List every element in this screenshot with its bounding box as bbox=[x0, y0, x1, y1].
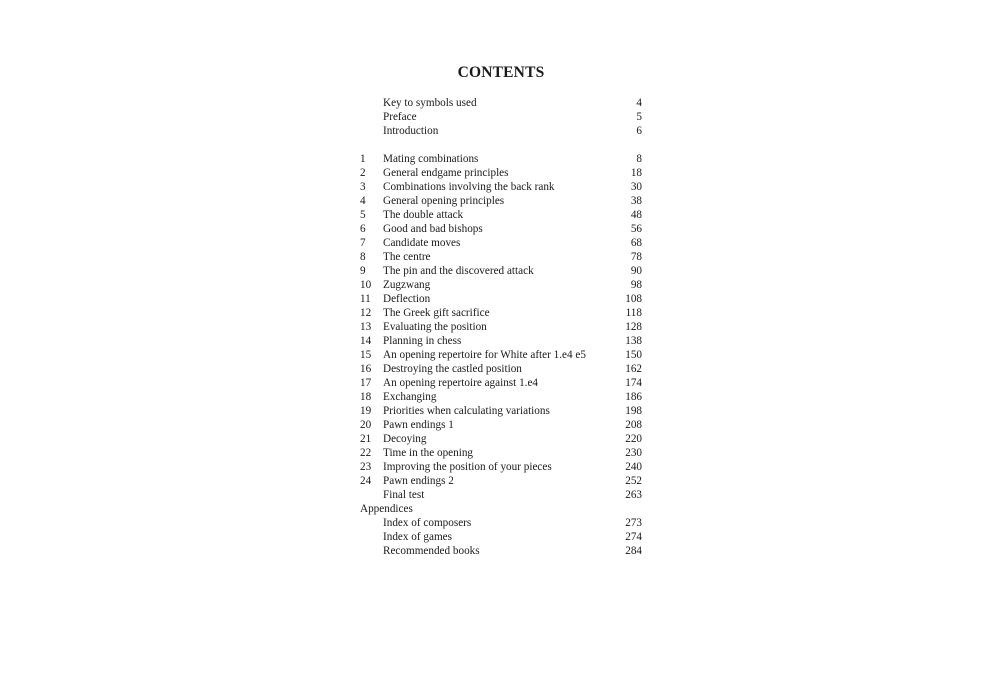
chapter-number: 20 bbox=[360, 419, 372, 431]
toc-entry-page: 174 bbox=[625, 377, 642, 389]
toc-entry-page: 108 bbox=[625, 293, 642, 305]
toc-entry-chapter[interactable] bbox=[360, 362, 642, 376]
toc-entry-page: 5 bbox=[636, 111, 642, 123]
chapter-number: 24 bbox=[360, 475, 372, 487]
toc-entry-label: Preface bbox=[383, 111, 417, 123]
toc-entry-label: Combinations involving the back rank bbox=[383, 181, 555, 193]
appendices-heading-label: Appendices bbox=[360, 503, 413, 515]
chapter-number: 19 bbox=[360, 405, 372, 417]
toc-entry-label: Index of composers bbox=[383, 517, 472, 529]
toc-entry-label: Pawn endings 2 bbox=[383, 475, 454, 487]
toc-entry-page: 30 bbox=[630, 181, 642, 193]
toc-entry-final-test[interactable] bbox=[360, 488, 642, 502]
toc-entry-page: 240 bbox=[625, 461, 642, 473]
toc-entry-page: 150 bbox=[625, 349, 642, 361]
toc-entry-label: Candidate moves bbox=[383, 237, 461, 249]
toc-entry-page: 48 bbox=[630, 209, 642, 221]
toc-entry-chapter[interactable] bbox=[360, 278, 642, 292]
chapter-number: 6 bbox=[360, 223, 366, 235]
chapter-number: 10 bbox=[360, 279, 372, 291]
toc-entry-page: 4 bbox=[636, 97, 642, 109]
chapter-number: 23 bbox=[360, 461, 372, 473]
toc-entry-label: Mating combinations bbox=[383, 153, 479, 165]
toc-entry-label: Improving the position of your pieces bbox=[383, 461, 552, 473]
toc-entry-chapter[interactable] bbox=[360, 250, 642, 264]
toc-entry-label: Exchanging bbox=[383, 391, 437, 403]
toc-entry-label: Index of games bbox=[383, 531, 452, 543]
toc-entry-label: An opening repertoire against 1.e4 bbox=[383, 377, 539, 389]
toc-entry-chapter[interactable] bbox=[360, 432, 642, 446]
toc-entry-chapter[interactable] bbox=[360, 376, 642, 390]
toc-entry-page: 186 bbox=[625, 391, 642, 403]
chapter-number: 8 bbox=[360, 251, 366, 263]
toc-entry-chapter[interactable] bbox=[360, 460, 642, 474]
toc-entry-label: An opening repertoire for White after 1.e4 e5 bbox=[383, 349, 586, 361]
toc-entry-page: 230 bbox=[625, 447, 642, 459]
toc-entry-appendix[interactable] bbox=[360, 544, 642, 558]
chapter-number: 2 bbox=[360, 167, 366, 179]
toc-entry-chapter[interactable] bbox=[360, 222, 642, 236]
chapter-number: 11 bbox=[360, 293, 371, 305]
toc-entry-label: Recommended books bbox=[383, 545, 480, 557]
toc-entry-chapter[interactable] bbox=[360, 404, 642, 418]
toc-entry-label: The pin and the discovered attack bbox=[383, 265, 534, 277]
chapter-number: 17 bbox=[360, 377, 372, 389]
chapter-number: 15 bbox=[360, 349, 372, 361]
chapter-number: 3 bbox=[360, 181, 366, 193]
toc-entry-page: 68 bbox=[630, 237, 642, 249]
toc-entry-label: Deflection bbox=[383, 293, 431, 305]
toc-entry-label: General endgame principles bbox=[383, 167, 509, 179]
toc-entry-label: Key to symbols used bbox=[383, 97, 477, 109]
toc-entry-page: 6 bbox=[636, 125, 642, 137]
chapter-number: 21 bbox=[360, 433, 372, 445]
toc-entry-chapter[interactable] bbox=[360, 306, 642, 320]
toc-entry-page: 56 bbox=[630, 223, 642, 235]
chapter-number: 1 bbox=[360, 153, 366, 165]
toc-entry-page: 128 bbox=[625, 321, 642, 333]
toc-entry-label: General opening principles bbox=[383, 195, 505, 207]
toc-entry-label: The Greek gift sacrifice bbox=[383, 307, 490, 319]
chapter-number: 18 bbox=[360, 391, 372, 403]
toc-entry-page: 162 bbox=[625, 363, 642, 375]
toc-entry-page: 138 bbox=[625, 335, 642, 347]
toc-entry-page: 198 bbox=[625, 405, 642, 417]
toc-entry-label: Planning in chess bbox=[383, 335, 462, 347]
toc-entry-label: Introduction bbox=[383, 125, 439, 137]
toc-entry-page: 8 bbox=[636, 153, 642, 165]
chapter-number: 22 bbox=[360, 447, 372, 459]
toc-entry-chapter[interactable] bbox=[360, 474, 642, 488]
toc-entry-label: Final test bbox=[383, 489, 425, 501]
toc-entry-page: 208 bbox=[625, 419, 642, 431]
toc-entry-page: 18 bbox=[630, 167, 642, 179]
toc-entry-page: 98 bbox=[630, 279, 642, 291]
page-title: CONTENTS bbox=[457, 64, 545, 81]
toc-entry-label: The double attack bbox=[383, 209, 464, 221]
toc-entry-page: 252 bbox=[625, 475, 642, 487]
toc-entry-chapter[interactable] bbox=[360, 348, 642, 362]
chapter-number: 12 bbox=[360, 307, 372, 319]
toc-entry-chapter[interactable] bbox=[360, 334, 642, 348]
toc-entry-appendix[interactable] bbox=[360, 530, 642, 544]
toc-entry-page: 284 bbox=[625, 545, 642, 557]
toc-entry-page: 90 bbox=[630, 265, 642, 277]
toc-entry-chapter[interactable] bbox=[360, 292, 642, 306]
toc-entry-chapter[interactable] bbox=[360, 418, 642, 432]
toc-entry-label: Destroying the castled position bbox=[383, 363, 522, 375]
toc-entry-page: 274 bbox=[625, 531, 642, 543]
toc-entry-chapter[interactable] bbox=[360, 208, 642, 222]
chapter-number: 4 bbox=[360, 195, 366, 207]
chapter-number: 13 bbox=[360, 321, 372, 333]
toc-entry-chapter[interactable] bbox=[360, 152, 642, 166]
toc-entry-front[interactable] bbox=[360, 96, 642, 110]
toc-entry-page: 118 bbox=[625, 307, 642, 319]
toc-entry-chapter[interactable] bbox=[360, 166, 642, 180]
toc-entry-label: Time in the opening bbox=[383, 447, 474, 459]
toc-entry-label: The centre bbox=[383, 251, 431, 263]
toc-entry-label: Decoying bbox=[383, 433, 427, 445]
toc-entry-chapter[interactable] bbox=[360, 446, 642, 460]
chapter-number: 16 bbox=[360, 363, 372, 375]
toc-entry-chapter[interactable] bbox=[360, 180, 642, 194]
toc-entry-label: Evaluating the position bbox=[383, 321, 487, 333]
toc-entry-page: 263 bbox=[625, 489, 642, 501]
toc-entry-front[interactable] bbox=[360, 124, 642, 138]
toc-entry-chapter[interactable] bbox=[360, 236, 642, 250]
toc-entry-front[interactable] bbox=[360, 110, 642, 124]
toc-entry-appendix[interactable] bbox=[360, 516, 642, 530]
chapter-number: 5 bbox=[360, 209, 366, 221]
chapter-number: 9 bbox=[360, 265, 366, 277]
toc-entry-page: 78 bbox=[630, 251, 642, 263]
chapter-number: 7 bbox=[360, 237, 366, 249]
toc-entry-chapter[interactable] bbox=[360, 320, 642, 334]
toc-entry-label: Pawn endings 1 bbox=[383, 419, 454, 431]
toc-entry-chapter[interactable] bbox=[360, 390, 642, 404]
toc-entry-page: 38 bbox=[630, 195, 642, 207]
chapter-number: 14 bbox=[360, 335, 372, 347]
toc-entry-page: 220 bbox=[625, 433, 642, 445]
toc-entry-label: Zugzwang bbox=[383, 279, 431, 291]
toc-entry-chapter[interactable] bbox=[360, 264, 642, 278]
toc-entry-label: Priorities when calculating variations bbox=[383, 405, 550, 417]
toc-entry-page: 273 bbox=[625, 517, 642, 529]
toc-entry-label: Good and bad bishops bbox=[383, 223, 483, 235]
toc-entry-chapter[interactable] bbox=[360, 194, 642, 208]
appendices-heading bbox=[360, 502, 642, 516]
